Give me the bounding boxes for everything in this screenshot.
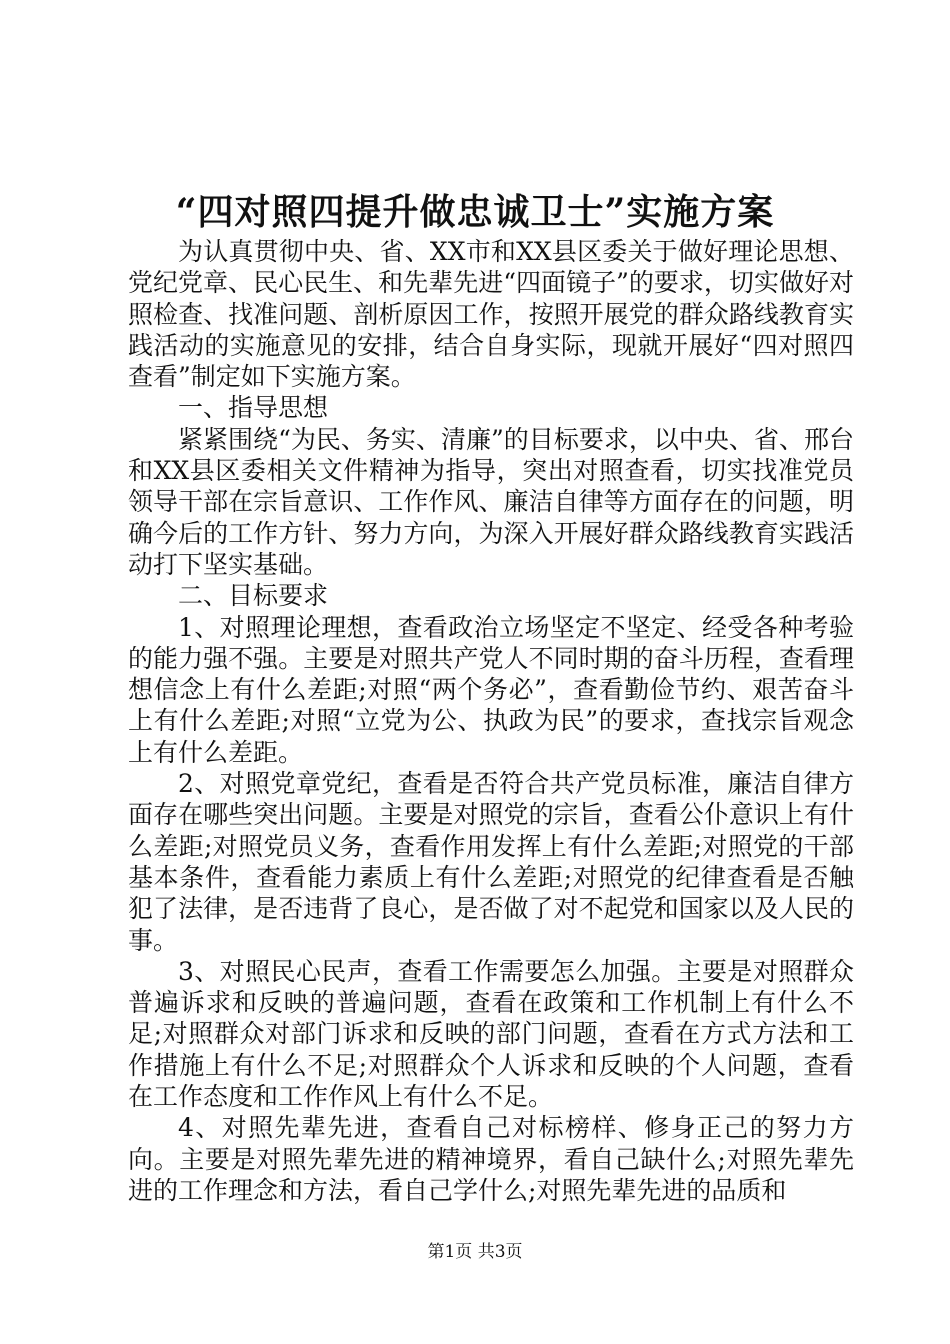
requirement-item-2: 2、对照党章党纪，查看是否符合共产党员标准，廉洁自律方面存在哪些突出问题。主要是对照党的宗旨，查看公仆意识上有什么差距;对照党员义务，查看作用发挥上有什么差距;对照党的干部基本条件，查看能力素质上有什么差距;对照党的纪律查看是否触犯了法律，是否违背了良心，是否做了对不起党和国家以及人民的事。 — [128, 769, 854, 955]
requirement-item-4: 4、对照先辈先进，查看自己对标榜样、修身正己的努力方向。主要是对照先辈先进的精神境界，看自己缺什么;对照先辈先进的工作理念和方法，看自己学什么;对照先辈先进的品质和 — [128, 1113, 854, 1205]
intro-paragraph: 为认真贯彻中央、省、XX市和XX县区委关于做好理论思想、党纪党章、民心民生、和先辈先进“四面镜子”的要求，切实做好对照检查、找准问题、剖析原因工作，按照开展党的群众路线教育实践活动的实施意见的安排，结合自身实际，现就开展好“四对照四查看”制定如下实施方案。 — [128, 237, 854, 392]
section-heading-guiding-ideology: 一、指导思想 — [178, 393, 329, 423]
document-body — [128, 236, 854, 1206]
guiding-ideology-paragraph: 紧紧围绕“为民、务实、清廉”的目标要求，以中央、省、邢台和XX县区委相关文件精神为指导，突出对照查看，切实找准党员领导干部在宗旨意识、工作作风、廉洁自律等方面存在的问题，明确今后的工作方针、努力方向，为深入开展好群众路线教育实践活动打下坚实基础。 — [128, 424, 854, 579]
page-number-footer: 第1页 共3页 — [427, 1242, 523, 1262]
section-heading-target-requirements: 二、目标要求 — [178, 581, 329, 611]
requirement-item-1: 1、对照理论理想，查看政治立场坚定不坚定、经受各种考验的能力强不强。主要是对照共产党人不同时期的奋斗历程，查看理想信念上有什么差距;对照“两个务必”，查看勤俭节约、艰苦奋斗上有什么差距;对照“立党为公、执政为民”的要求，查找宗旨观念上有什么差距。 — [128, 612, 854, 767]
requirement-item-3: 3、对照民心民声，查看工作需要怎么加强。主要是对照群众普遍诉求和反映的普遍问题，查看在政策和工作机制上有什么不足;对照群众对部门诉求和反映的部门问题，查看在方式方法和工作措施上有什么不足;对照群众个人诉求和反映的个人问题，查看在工作态度和工作作风上有什么不足。 — [128, 956, 854, 1112]
document-title: “四对照四提升做忠诚卫士”实施方案 — [175, 191, 775, 233]
